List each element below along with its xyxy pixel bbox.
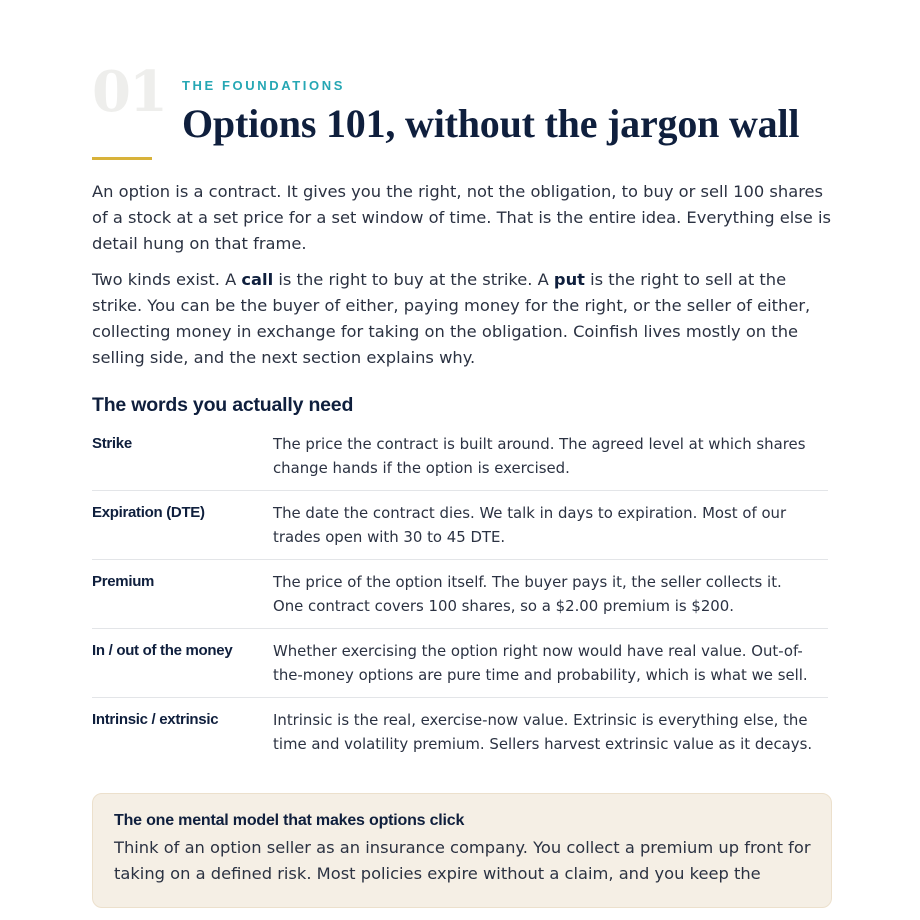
- glossary-definition: Whether exercising the option right now would have real value. Out-of-the-money options are pure time and probability, which is what we sell.: [273, 642, 808, 684]
- intro-p2-text: Two kinds exist. A: [92, 270, 242, 289]
- title-accent-rule: [92, 157, 152, 160]
- intro-paragraph-1: An option is a contract. It gives you the right, not the obligation, to buy or sell 100 shares of a stock at a set price for a set window of time. That is the entire idea. Everything else is detail hung on that frame.: [92, 182, 831, 253]
- intro-p2-text: is the right to sell at the strike. You can be the buyer of either, paying money for the right, or the seller of either, collecting money in exchange for taking on the obligation. Coinfish lives mostly on the selling side, and the next section explains why.: [92, 270, 811, 367]
- glossary-term: In / out of the money: [92, 642, 233, 659]
- glossary-row: [92, 629, 828, 698]
- glossary-definition: The date the contract dies. We talk in days to expiration. Most of our trades open with 30 to 45 DTE.: [273, 504, 787, 546]
- chapter-number: 01: [92, 59, 166, 125]
- glossary-term: Strike: [92, 435, 132, 452]
- glossary-row: [92, 432, 828, 491]
- intro-p2-text: is the right to buy at the strike. A: [273, 270, 554, 289]
- callout-text: Think of an option seller as an insurance company. You collect a premium up front for taking on a defined risk. Most policies expire without a claim, and you keep the: [114, 838, 811, 883]
- glossary-term: Premium: [92, 573, 155, 590]
- section-eyebrow: THE FOUNDATIONS: [182, 78, 345, 93]
- glossary-definition: The price the contract is built around. The agreed level at which shares change hands if the option is exercised.: [273, 435, 806, 477]
- term-call: call: [241, 270, 274, 289]
- article-body: [92, 179, 832, 908]
- term-put: put: [553, 270, 585, 289]
- glossary-definition: The price of the option itself. The buyer pays it, the seller collects it. One contract covers 100 shares, so a $2.00 premium is $200.: [273, 573, 782, 615]
- glossary-row: [92, 491, 828, 560]
- callout-title: The one mental model that makes options click: [114, 812, 465, 829]
- intro-paragraph-2: [92, 267, 832, 371]
- glossary-row: [92, 698, 828, 766]
- glossary-definition: Intrinsic is the real, exercise-now value. Extrinsic is everything else, the time and volatility premium. Sellers harvest extrinsic value as it decays.: [273, 711, 813, 753]
- page-title: Options 101, without the jargon wall: [182, 101, 800, 146]
- mental-model-callout: [92, 793, 832, 908]
- glossary-heading: The words you actually need: [92, 394, 354, 416]
- glossary-list: [92, 432, 828, 766]
- glossary-term: Expiration (DTE): [92, 504, 205, 521]
- glossary-row: [92, 560, 828, 629]
- glossary-term: Intrinsic / extrinsic: [92, 711, 219, 728]
